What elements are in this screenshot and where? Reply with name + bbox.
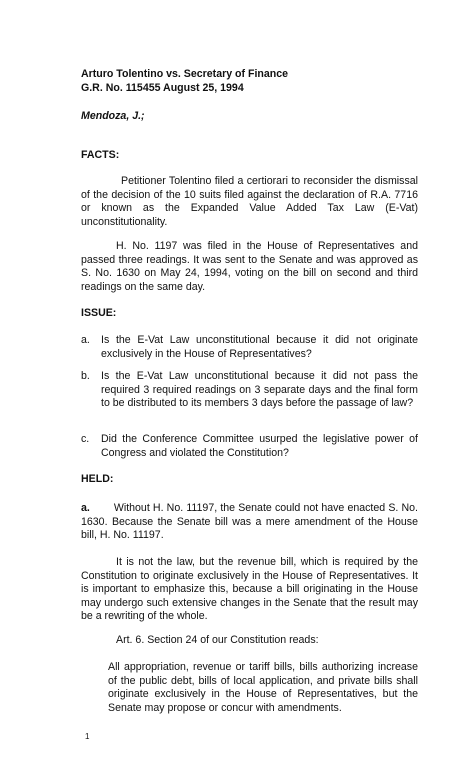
issue-text-c: Did the Conference Committee usurped the legislative power of Congress and violated the Constitution? bbox=[101, 433, 418, 459]
held-paragraph-2: It is not the law, but the revenue bill, which is required by the Constitution to originate exclusively in the House of Representatives. It is important to emphasize this, because a bill originating in the House may undergo such extensive changes in the Senate that the result may be a rewriting of the whole. bbox=[81, 556, 418, 623]
issue-marker-c: c. bbox=[81, 433, 90, 445]
held-text-a: Without H. No. 11197, the Senate could not have enacted S. No. 1630. Because the Senate bill was a mere amendment of the House bill, H. No. 11197. bbox=[81, 502, 418, 542]
issue-marker-b: b. bbox=[81, 370, 90, 382]
page-number: 1 bbox=[85, 732, 90, 741]
held-paragraph-a bbox=[81, 502, 418, 543]
issue-heading: ISSUE: bbox=[81, 307, 117, 319]
facts-heading: FACTS: bbox=[81, 149, 120, 161]
issue-text-a: Is the E-Vat Law unconstitutional because it did not originate exclusively in the House of Representatives? bbox=[101, 334, 418, 360]
case-title: Arturo Tolentino vs. Secretary of Finance bbox=[81, 68, 289, 80]
facts-paragraph-1: Petitioner Tolentino filed a certiorari to reconsider the dismissal of the decision of the 10 suits filed against the declaration of R.A. 7716 or known as the Expanded Value Added Tax Law (E-Vat) unconstitutionality. bbox=[81, 175, 418, 228]
issue-text-b: Is the E-Vat Law unconstitutional because it did not pass the required 3 required readings on 3 separate days and the final form to be distributed to its members 3 days before the passage of law? bbox=[101, 370, 418, 410]
issue-item-c bbox=[81, 433, 418, 460]
held-paragraph-3: Art. 6. Section 24 of our Constitution reads: bbox=[116, 634, 319, 646]
constitution-quote: All appropriation, revenue or tariff bills, bills authorizing increase of the public debt, bills of local application, and private bills shall originate exclusively in the House of Representatives, but the Senate may propose or concur with amendments. bbox=[108, 661, 418, 714]
issue-item-a bbox=[81, 334, 418, 361]
ponente: Mendoza, J.; bbox=[81, 110, 145, 122]
issue-item-b bbox=[81, 370, 418, 411]
facts-paragraph-2: H. No. 1197 was filed in the House of Representatives and passed three readings. It was sent to the Senate and was approved as S. No. 1630 on May 24, 1994, voting on the bill on second and third readings on the same day. bbox=[81, 240, 418, 293]
held-heading: HELD: bbox=[81, 473, 114, 485]
held-marker-a: a. bbox=[81, 502, 90, 514]
issue-marker-a: a. bbox=[81, 334, 90, 346]
case-number: G.R. No. 115455 August 25, 1994 bbox=[81, 82, 244, 94]
